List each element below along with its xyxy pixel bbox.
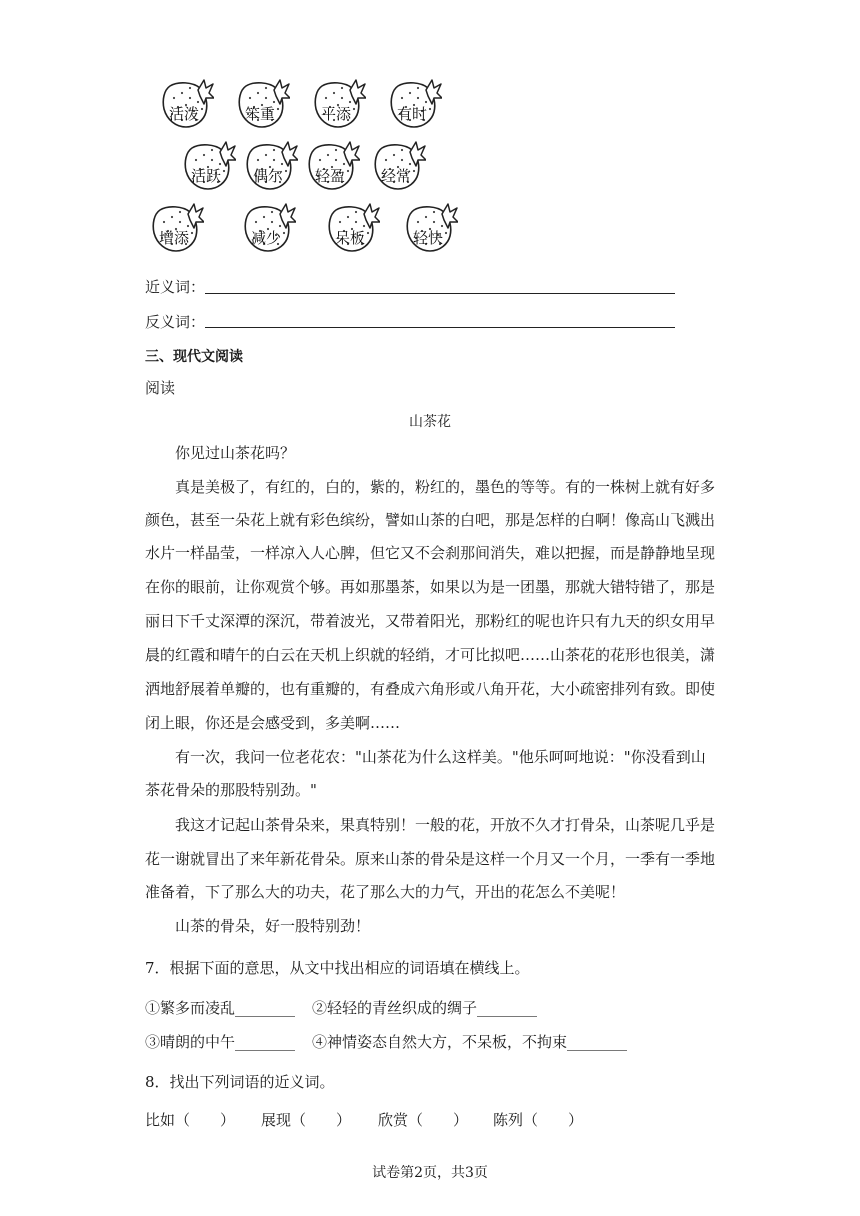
passage-line: 山茶的骨朵，好一股特别劲！ bbox=[175, 917, 371, 935]
word-label: 减少 bbox=[250, 229, 281, 247]
passage-line: 你见过山茶花吗？ bbox=[175, 444, 296, 462]
strawberry-word-card bbox=[150, 200, 204, 254]
word-label: 呆板 bbox=[334, 229, 365, 247]
passage-line: 有一次，我问一位老花农："山茶花为什么这样美。"他乐呵呵地说："你没看到山 bbox=[175, 748, 706, 766]
word-label: 轻快 bbox=[412, 229, 443, 247]
passage-line: 丽日下千丈深潭的深沉，带着波光，又带着阳光，那粉红的呢也许只有九天的织女用早 bbox=[145, 612, 716, 630]
question-7-item[interactable]: ②轻轻的青丝织成的绸子________ bbox=[312, 999, 538, 1017]
passage-line: 花一谢就冒出了来年新花骨朵。原来山茶的骨朵是这样一个月又一个月，一季有一季地 bbox=[145, 850, 716, 868]
strawberry-word-card bbox=[242, 200, 296, 254]
question-8-prompt: 8．找出下列词语的近义词。 bbox=[145, 1073, 335, 1091]
passage-line: 茶花骨朵的那股特别劲。" bbox=[145, 781, 317, 799]
word-label: 有时 bbox=[396, 105, 427, 123]
passage-line: 准备着，下了那么大的功夫，花了那么大的力气，开出的花怎么不美呢！ bbox=[145, 883, 626, 901]
strawberry-word-card bbox=[388, 76, 442, 130]
passage-line: 洒地舒展着单瓣的，也有重瓣的，有叠成六角形或八角开花，大小疏密排列有致。即使 bbox=[145, 680, 716, 698]
synonym-answer-line[interactable] bbox=[205, 293, 675, 294]
antonym-label: 反义词： bbox=[145, 313, 206, 331]
question-7-prompt: 7．根据下面的意思，从文中找出相应的词语填在横线上。 bbox=[145, 959, 530, 977]
question-8-item[interactable]: 陈列（ ） bbox=[493, 1111, 584, 1129]
word-label: 活跃 bbox=[190, 167, 221, 185]
passage-line: 晨的红霞和晴午的白云在天机上织就的轻绡，才可比拟吧……山茶花的花形也很美，潇 bbox=[145, 646, 716, 664]
question-8-item[interactable]: 欣赏（ ） bbox=[378, 1111, 469, 1129]
strawberry-word-card bbox=[372, 138, 426, 192]
strawberry-word-card bbox=[236, 76, 290, 130]
strawberry-word-card bbox=[326, 200, 380, 254]
word-label: 经常 bbox=[380, 167, 411, 185]
section-subtitle: 阅读 bbox=[145, 379, 176, 397]
strawberry-word-card bbox=[160, 76, 214, 130]
question-7-item[interactable]: ①繁多而凌乱________ bbox=[145, 999, 296, 1017]
passage-title: 山茶花 bbox=[409, 414, 451, 430]
word-label: 平添 bbox=[320, 105, 351, 123]
word-label: 增添 bbox=[158, 229, 189, 247]
word-label: 笨重 bbox=[244, 105, 275, 123]
word-label: 轻盈 bbox=[314, 167, 345, 185]
strawberry-word-card bbox=[182, 138, 236, 192]
question-8-item[interactable]: 比如（ ） bbox=[145, 1111, 236, 1129]
synonym-label: 近义词： bbox=[145, 278, 206, 296]
passage-line: 在你的眼前，让你观赏个够。再如那墨茶，如果以为是一团墨，那就大错特错了，那是 bbox=[145, 578, 716, 596]
strawberry-word-card bbox=[404, 200, 458, 254]
passage-line: 真是美极了，有红的，白的，紫的，粉红的，墨色的等等。有的一株树上就有好多 bbox=[175, 478, 716, 496]
passage-line: 闭上眼，你还是会感受到，多美啊…… bbox=[145, 714, 401, 732]
strawberry-word-card bbox=[312, 76, 366, 130]
strawberry-word-card bbox=[306, 138, 360, 192]
section-heading: 三、现代文阅读 bbox=[145, 349, 243, 365]
question-7-item[interactable]: ④神情姿态自然大方，不呆板，不拘束________ bbox=[312, 1033, 628, 1051]
passage-line: 我这才记起山茶骨朵来，果真特别！一般的花，开放不久才打骨朵，山茶呢几乎是 bbox=[175, 816, 716, 834]
strawberry-word-card bbox=[244, 138, 298, 192]
page-footer: 试卷第2页，共3页 bbox=[372, 1165, 488, 1181]
question-8-item[interactable]: 展现（ ） bbox=[261, 1111, 352, 1129]
passage-line: 颜色，甚至一朵花上就有彩色缤纷，譬如山茶的白吧，那是怎样的白啊！像高山飞溅出 bbox=[145, 511, 716, 529]
passage-line: 水片一样晶莹，一样凉入人心脾，但它又不会刹那间消失，难以把握，而是静静地呈现 bbox=[145, 544, 716, 562]
word-label: 活泼 bbox=[168, 105, 199, 123]
antonym-answer-line[interactable] bbox=[205, 327, 675, 328]
question-7-item[interactable]: ③晴朗的中午________ bbox=[145, 1033, 296, 1051]
word-label: 偶尔 bbox=[252, 167, 283, 185]
